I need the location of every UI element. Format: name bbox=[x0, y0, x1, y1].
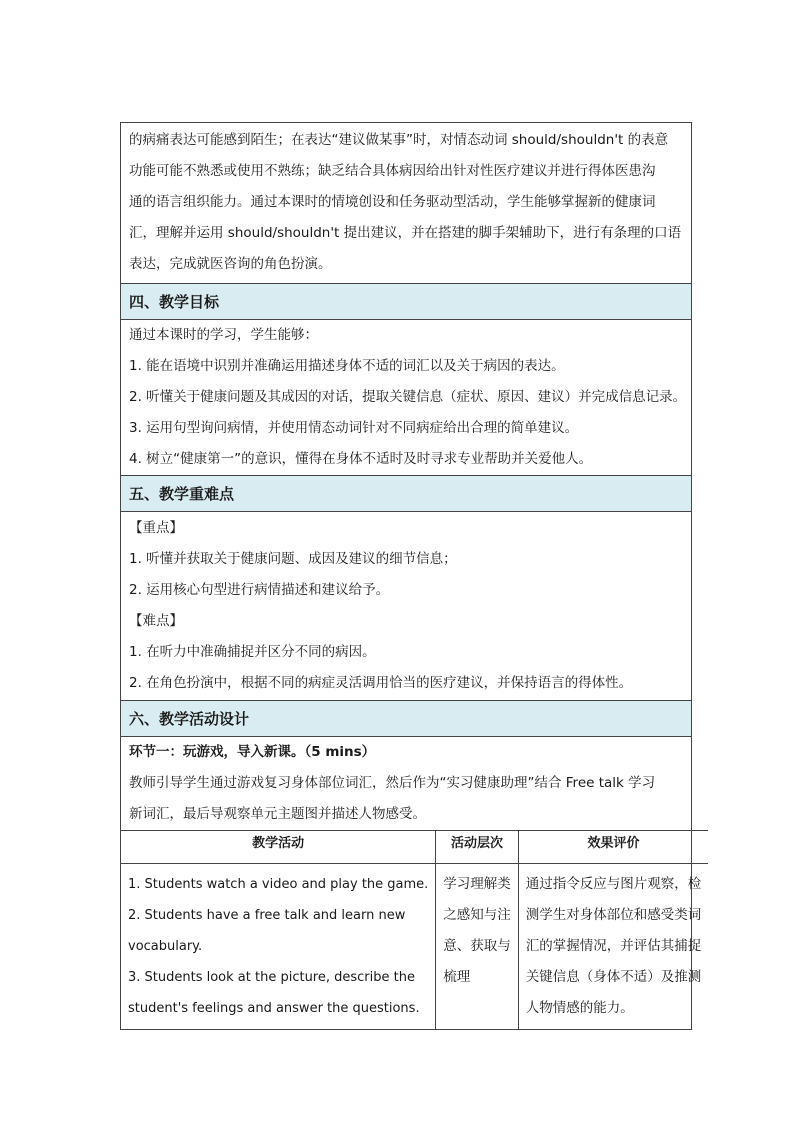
evaluation-cell bbox=[518, 864, 708, 1030]
key-points-section bbox=[120, 512, 692, 701]
document-page bbox=[120, 122, 702, 1030]
activity-line: vocabulary. bbox=[128, 939, 203, 954]
evaluation-line: 通过指令反应与图片观察，检 bbox=[525, 876, 702, 892]
paragraph-line: 通的语言组织能力。通过本课时的情境创设和任务驱动型活动，学生能够掌握新的健康词 bbox=[129, 194, 656, 210]
learner-analysis-section bbox=[120, 122, 692, 284]
objective-item: 2. 听懂关于健康问题及其成因的对话，提取关键信息（症状、原因、建议）并完成信息记录。 bbox=[129, 389, 687, 405]
difficult-label: 【难点】 bbox=[129, 613, 183, 629]
activity-table bbox=[121, 830, 708, 1029]
activity-line: 2. Students have a free talk and learn new bbox=[128, 908, 406, 923]
level-cell bbox=[436, 864, 519, 1030]
objectives-intro: 通过本课时的学习，学生能够： bbox=[129, 327, 318, 343]
step-title: 环节一：玩游戏，导入新课。（5 mins） bbox=[129, 744, 376, 760]
evaluation-line: 测学生对身体部位和感受类词 bbox=[525, 907, 702, 923]
evaluation-line: 汇的掌握情况，并评估其捕捉 bbox=[525, 938, 702, 954]
paragraph-line: 表达，完成就医咨询的角色扮演。 bbox=[129, 256, 332, 272]
paragraph-line: 的病痛表达可能感到陌生；在表达“建议做某事”时，对情态动词 should/shouldn't 的表意 bbox=[129, 132, 669, 148]
evaluation-line: 人物情感的能力。 bbox=[525, 1000, 634, 1016]
key-item: 1. 听懂并获取关于健康问题、成因及建议的细节信息； bbox=[129, 551, 457, 567]
paragraph-line: 汇，理解并运用 should/shouldn't 提出建议，并在搭建的脚手架辅助下，进行有条理的口语 bbox=[129, 225, 682, 241]
activity-cell bbox=[121, 864, 436, 1030]
difficult-item: 2. 在角色扮演中，根据不同的病症灵活调用恰当的医疗建议，并保持语言的得体性。 bbox=[129, 675, 633, 691]
objectives-section bbox=[120, 320, 692, 476]
level-line: 意、获取与 bbox=[443, 938, 511, 954]
objective-item: 3. 运用句型询问病情，并使用情态动词针对不同病症给出合理的简单建议。 bbox=[129, 420, 579, 436]
table-header-row bbox=[121, 831, 708, 864]
activities-section bbox=[120, 737, 702, 1030]
level-line: 之感知与注 bbox=[443, 907, 511, 923]
section-heading-objectives: 四、教学目标 bbox=[120, 284, 692, 320]
evaluation-line: 关键信息（身体不适）及推测 bbox=[525, 969, 702, 985]
level-line: 梳理 bbox=[443, 969, 471, 985]
step-description: 新词汇，最后导观察单元主题图并描述人物感受。 bbox=[129, 806, 426, 822]
objective-item: 1. 能在语境中识别并准确运用描述身体不适的词汇以及关于病因的表达。 bbox=[129, 358, 565, 374]
column-header: 效果评价 bbox=[518, 831, 708, 864]
step-description: 教师引导学生通过游戏复习身体部位词汇，然后作为“实习健康助理”结合 Free talk 学习 bbox=[129, 775, 656, 791]
key-item: 2. 运用核心句型进行病情描述和建议给予。 bbox=[129, 582, 390, 598]
activity-line: student's feelings and answer the questions. bbox=[128, 1001, 420, 1016]
activity-line: 1. Students watch a video and play the game. bbox=[128, 877, 429, 892]
level-line: 学习理解类 bbox=[443, 876, 511, 892]
table-row bbox=[121, 864, 708, 1030]
section-heading-activities: 六、教学活动设计 bbox=[120, 701, 692, 737]
column-header: 活动层次 bbox=[436, 831, 519, 864]
objective-item: 4. 树立“健康第一”的意识，懂得在身体不适时及时寻求专业帮助并关爱他人。 bbox=[129, 451, 593, 467]
activity-line: 3. Students look at the picture, describe the bbox=[128, 970, 415, 985]
difficult-item: 1. 在听力中准确捕捉并区分不同的病因。 bbox=[129, 644, 376, 660]
column-header: 教学活动 bbox=[121, 831, 436, 864]
key-label: 【重点】 bbox=[129, 520, 183, 536]
section-heading-key-points: 五、教学重难点 bbox=[120, 476, 692, 512]
paragraph-line: 功能可能不熟悉或使用不熟练；缺乏结合具体病因给出针对性医疗建议并进行得体医患沟 bbox=[129, 163, 656, 179]
